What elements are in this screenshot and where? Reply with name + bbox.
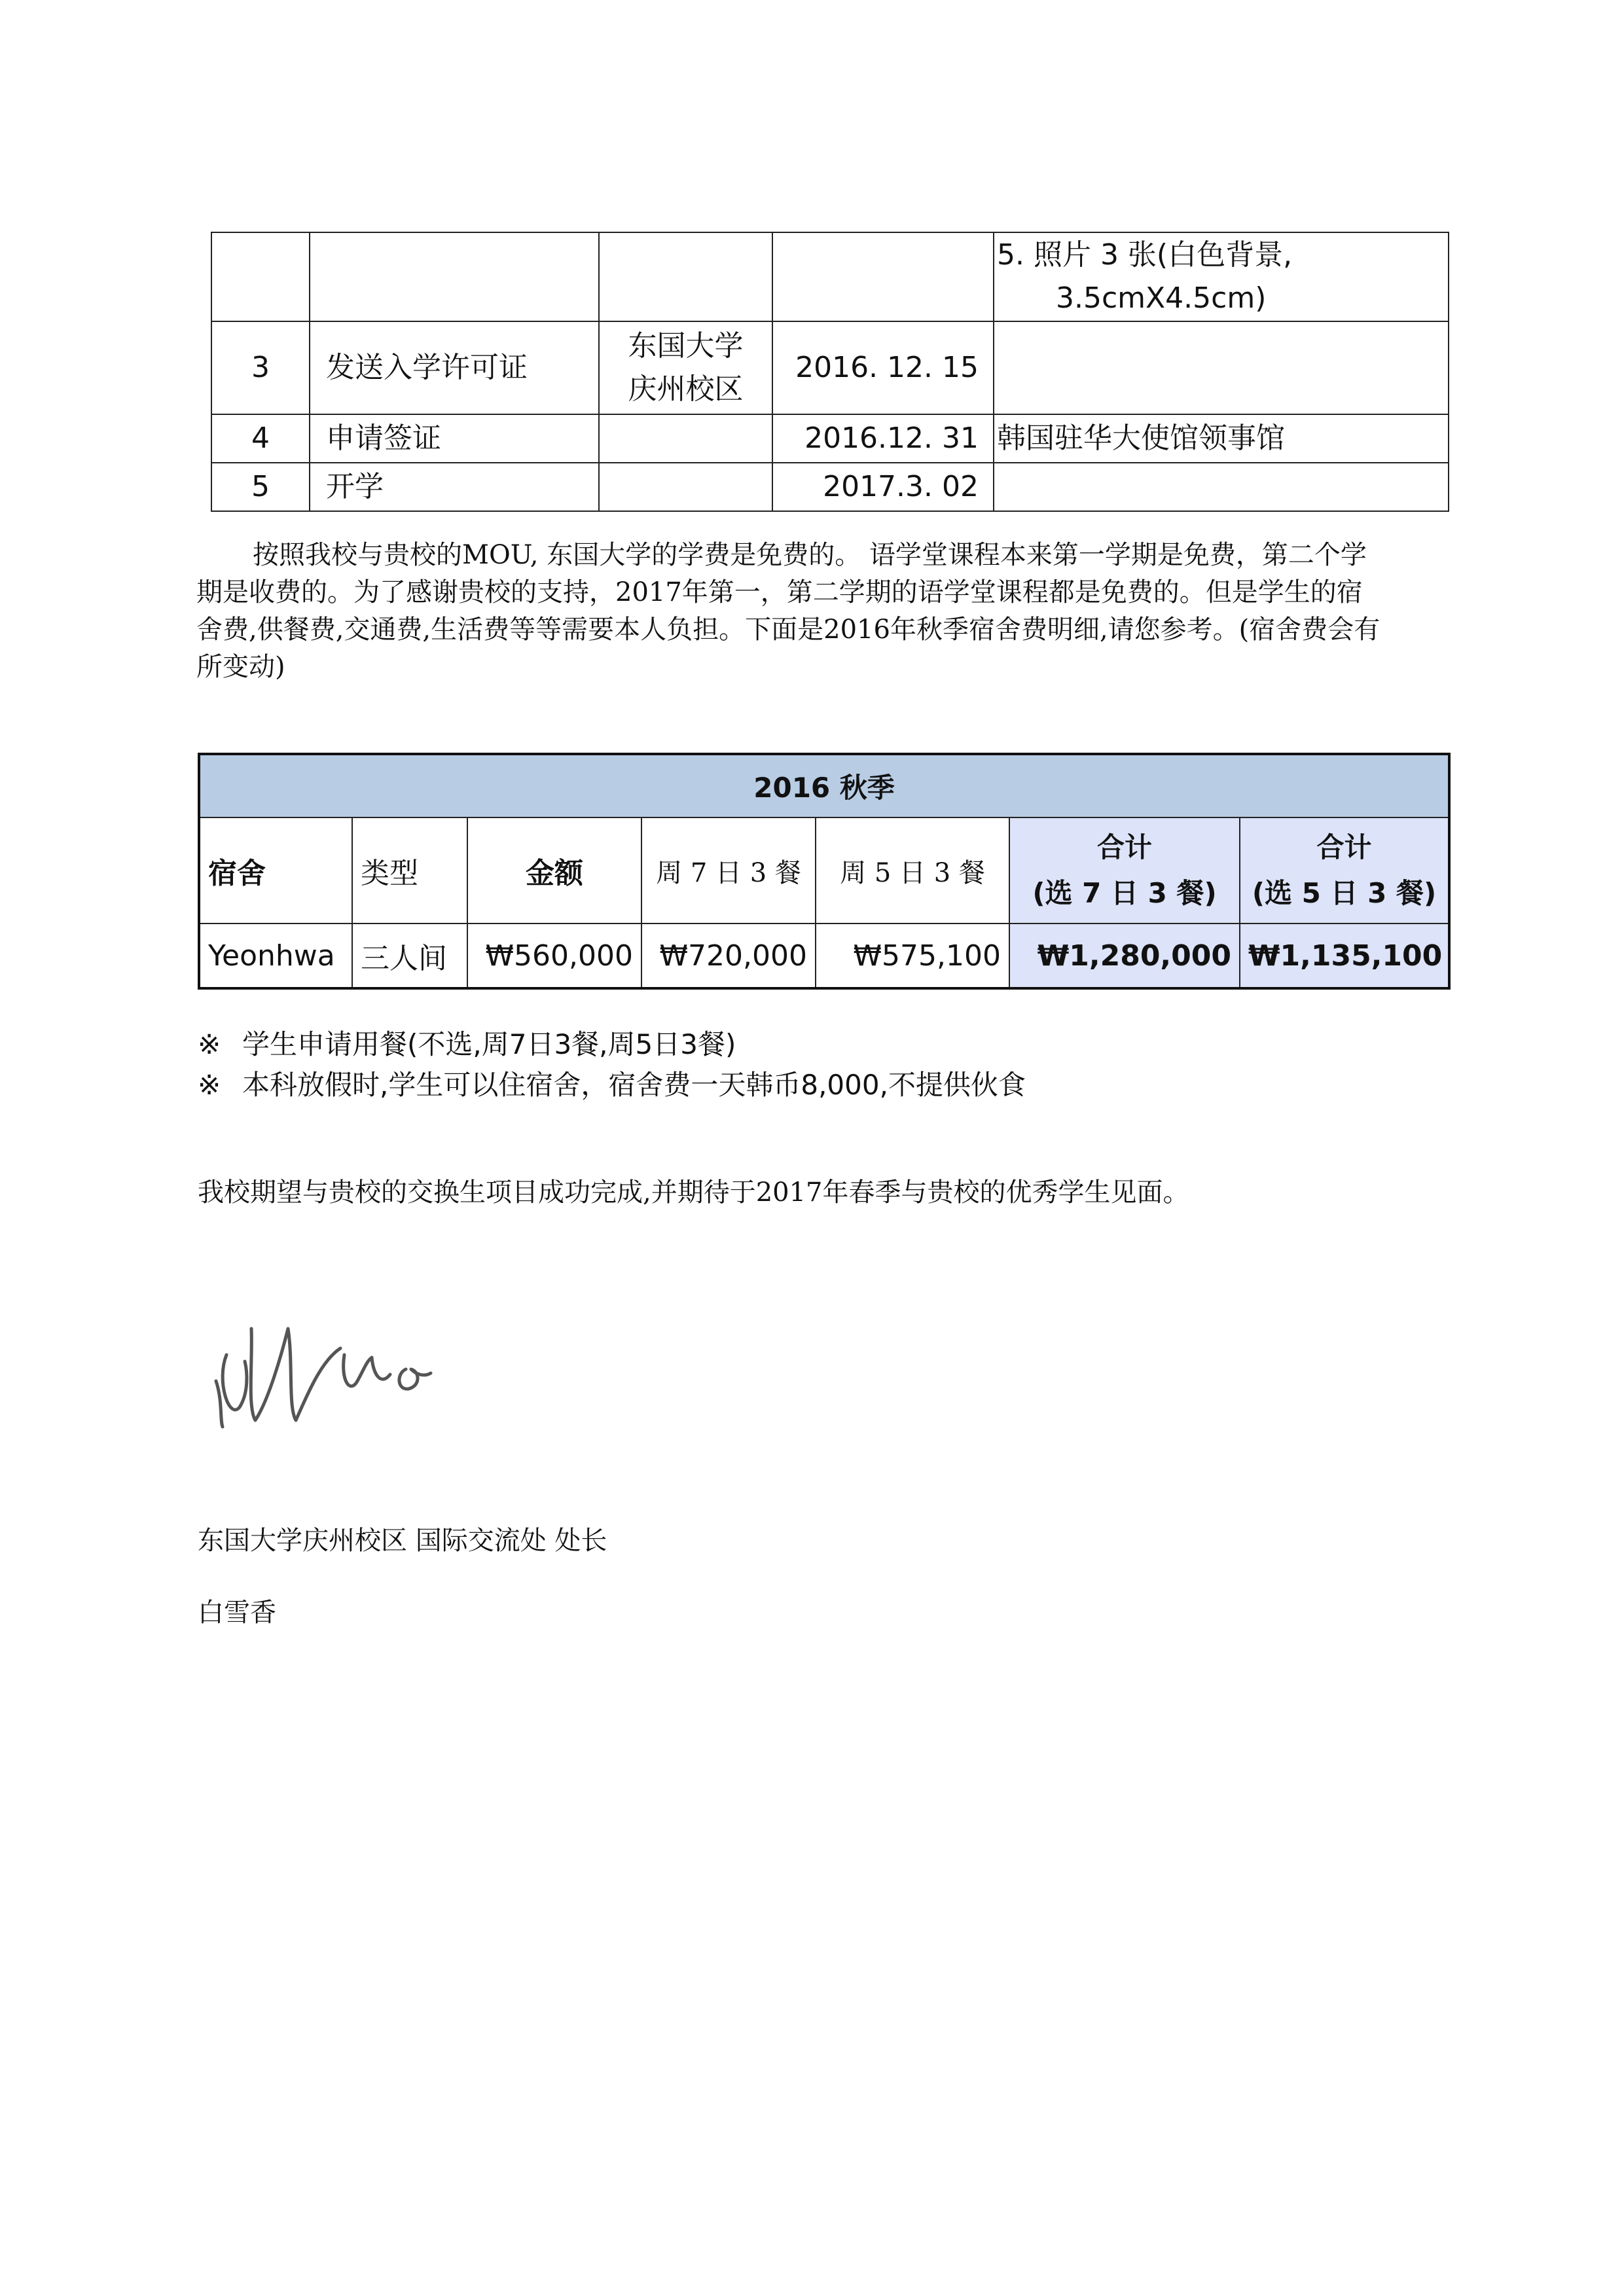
cell-meal7: ₩720,000 [641,924,816,988]
row-place [599,232,772,321]
signatory-title: 东国大学庆州校区 国际交流处 处长 [198,1526,607,1556]
paragraph-line: 按照我校与贵校的MOU, 东国大学的学费是免费的。 语学堂课程本来第一学期是免费，第二个学 [253,540,1367,570]
cell-amount: ₩560,000 [467,924,641,988]
header-meal5: 周 5 日 3 餐 [816,817,1009,924]
row-note-line2: 3.5cmX4.5cm) [1056,281,1267,315]
header-dorm: 宿舍 [199,817,352,924]
row-place [599,321,772,414]
reference-mark: ※ [198,1028,221,1060]
header-meal7: 周 7 日 3 餐 [641,817,816,924]
row-note [994,463,1449,511]
note-meal-options [198,1025,736,1064]
handwritten-signature [209,1309,511,1446]
table-row [211,463,1449,511]
note-text: 学生申请用餐(不选,周7日3餐,周5日3餐) [242,1028,736,1060]
cell-sum5: ₩1,135,100 [1240,924,1449,988]
table-row [211,414,1449,463]
signatory-name: 白雪香 [198,1598,276,1628]
header-sum5 [1240,817,1449,924]
row-number: 5 [211,463,310,511]
table-row [211,321,1449,414]
note-text: 本科放假时,学生可以住宿舍，宿舍费一天韩币8,000,不提供伙食 [242,1069,1026,1101]
row-place-line1: 东国大学 [628,329,744,363]
row-place-line2: 庆州校区 [628,372,744,406]
paragraph-line: 所变动) [196,652,285,682]
cell-type: 三人间 [352,924,467,988]
fee-table-title: 2016 秋季 [199,754,1449,817]
header-sum7-line2: (选 7 日 3 餐) [1032,877,1217,909]
table-row [199,924,1449,988]
paragraph-line: 舍费,供餐费,交通费,生活费等等需要本人负担。下面是2016年秋季宿舍费明细,请您参考。(宿舍费会有 [196,615,1380,645]
row-number: 4 [211,414,310,463]
paragraph-line: 期是收费的。为了感谢贵校的支持，2017年第一，第二学期的语学堂课程都是免费的。但是学生的宿 [196,577,1363,607]
row-date: 2017.3. 02 [772,463,994,511]
row-note: 韩国驻华大使馆领事馆 [994,414,1449,463]
note-vacation-stay [198,1066,1026,1105]
schedule-table [211,232,1449,512]
cell-sum7: ₩1,280,000 [1009,924,1240,988]
header-amount: 金额 [467,817,641,924]
row-date [772,232,994,321]
fee-paragraph [196,537,1453,686]
cell-dorm: Yeonhwa [199,924,352,988]
row-place [599,414,772,463]
cell-meal5: ₩575,100 [816,924,1009,988]
row-date: 2016. 12. 15 [772,321,994,414]
table-row [211,232,1449,321]
row-date: 2016.12. 31 [772,414,994,463]
fee-table-header [199,817,1449,924]
header-sum5-line1: 合计 [1316,831,1372,863]
header-type: 类型 [352,817,467,924]
reference-mark: ※ [198,1069,221,1101]
row-place [599,463,772,511]
row-number: 3 [211,321,310,414]
closing-sentence: 我校期望与贵校的交换生项目成功完成,并期待于2017年春季与贵校的优秀学生见面。 [198,1177,1189,1208]
dormitory-fee-table [198,753,1451,990]
row-note [994,232,1449,321]
header-sum5-line2: (选 5 日 3 餐) [1252,877,1437,909]
row-item: 发送入学许可证 [310,321,599,414]
row-item [310,232,599,321]
row-number [211,232,310,321]
row-item: 申请签证 [310,414,599,463]
row-note-line1: 5. 照片 3 张(白色背景, [997,238,1293,272]
row-note [994,321,1449,414]
row-item: 开学 [310,463,599,511]
header-sum7-line1: 合计 [1096,831,1152,863]
header-sum7 [1009,817,1240,924]
